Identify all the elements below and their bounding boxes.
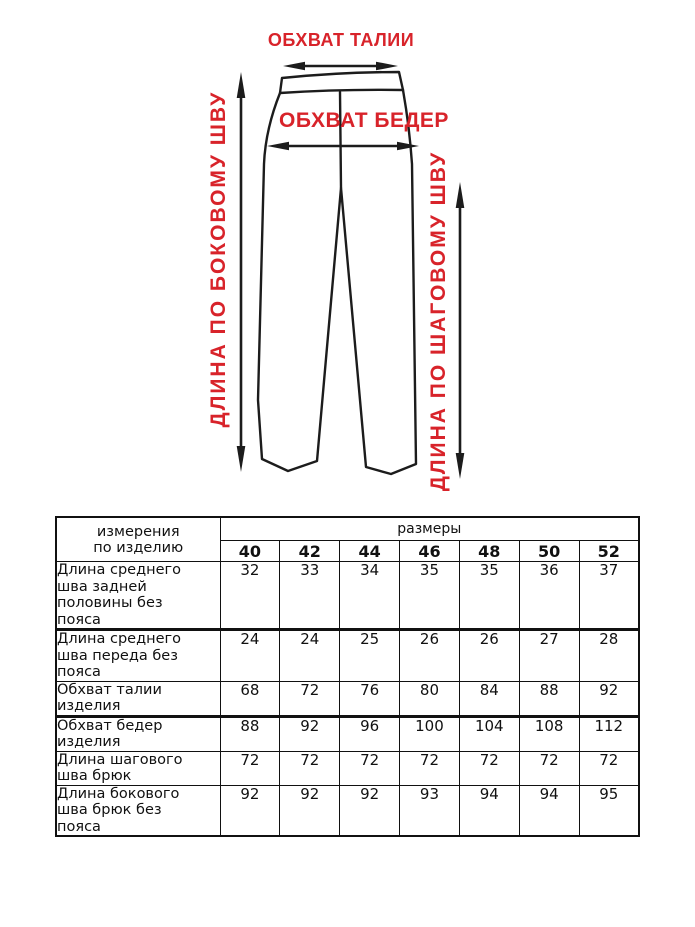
size-column-header: 40 — [220, 541, 280, 562]
measurement-value-cell: 25 — [340, 630, 400, 682]
measurement-row-label: Обхват талии изделия — [56, 681, 220, 716]
size-column-header: 48 — [459, 541, 519, 562]
measurement-value-cell: 72 — [459, 751, 519, 785]
measurement-value-cell: 94 — [459, 785, 519, 836]
measurement-row-label: Длина среднего шва задней половины без пояса — [56, 562, 220, 630]
table-row — [56, 681, 639, 716]
inseam-arrow — [456, 182, 465, 479]
measurement-row-label: Длина шагового шва брюк — [56, 751, 220, 785]
hip-measurement-label: ОБХВАТ БЕДЕР — [279, 109, 449, 132]
measurement-value-cell: 72 — [579, 751, 639, 785]
size-column-header: 42 — [280, 541, 340, 562]
measurement-value-cell: 37 — [579, 562, 639, 630]
measurement-value-cell: 36 — [519, 562, 579, 630]
measurement-value-cell: 84 — [459, 681, 519, 716]
size-column-header: 46 — [400, 541, 460, 562]
measurement-value-cell: 72 — [400, 751, 460, 785]
measurement-value-cell: 72 — [220, 751, 280, 785]
sizes-group-header: размеры — [220, 517, 639, 541]
measurement-row-label: Длина бокового шва брюк без пояса — [56, 785, 220, 836]
size-measurements-table — [55, 516, 640, 837]
measurement-value-cell: 26 — [459, 630, 519, 682]
measurement-value-cell: 33 — [280, 562, 340, 630]
measurement-value-cell: 72 — [280, 751, 340, 785]
measurement-row-label: Длина среднего шва переда без пояса — [56, 630, 220, 682]
measurement-value-cell: 35 — [400, 562, 460, 630]
measurement-value-cell: 88 — [220, 716, 280, 751]
waist-measurement-label: ОБХВАТ ТАЛИИ — [267, 30, 415, 50]
table-row — [56, 716, 639, 751]
measurement-value-cell: 92 — [280, 785, 340, 836]
measurement-row-label: Обхват бедер изделия — [56, 716, 220, 751]
measurement-value-cell: 88 — [519, 681, 579, 716]
measurement-value-cell: 96 — [340, 716, 400, 751]
measurement-value-cell: 92 — [220, 785, 280, 836]
center-front-line — [340, 92, 341, 188]
measurement-value-cell: 35 — [459, 562, 519, 630]
measurement-value-cell: 112 — [579, 716, 639, 751]
table-row — [56, 785, 639, 836]
measurement-value-cell: 108 — [519, 716, 579, 751]
measurement-value-cell: 72 — [519, 751, 579, 785]
size-column-header: 44 — [340, 541, 400, 562]
measurement-value-cell: 24 — [280, 630, 340, 682]
measurement-value-cell: 104 — [459, 716, 519, 751]
measurement-value-cell: 92 — [340, 785, 400, 836]
measurement-value-cell: 26 — [400, 630, 460, 682]
table-row — [56, 751, 639, 785]
measurement-value-cell: 72 — [340, 751, 400, 785]
table-row — [56, 562, 639, 630]
measurement-value-cell: 27 — [519, 630, 579, 682]
measurement-value-cell: 76 — [340, 681, 400, 716]
measurement-value-cell: 92 — [579, 681, 639, 716]
measurement-value-cell: 72 — [280, 681, 340, 716]
measurement-value-cell: 95 — [579, 785, 639, 836]
measurement-value-cell: 100 — [400, 716, 460, 751]
measurement-value-cell: 28 — [579, 630, 639, 682]
corner-header: измерения по изделию — [56, 517, 220, 562]
group-header-row — [56, 517, 639, 541]
waistband-outline — [280, 72, 403, 93]
hip-arrow — [267, 142, 419, 151]
measurement-value-cell: 92 — [280, 716, 340, 751]
measurement-value-cell: 94 — [519, 785, 579, 836]
table-row — [56, 630, 639, 682]
inseam-length-label: ДЛИНА ПО ШАГОВОМУ ШВУ — [427, 150, 451, 492]
size-column-header: 50 — [519, 541, 579, 562]
measurement-value-cell: 24 — [220, 630, 280, 682]
side-seam-arrow — [237, 72, 246, 472]
size-column-header: 52 — [579, 541, 639, 562]
measurement-value-cell: 32 — [220, 562, 280, 630]
measurement-value-cell: 93 — [400, 785, 460, 836]
measurement-value-cell: 80 — [400, 681, 460, 716]
measurement-value-cell: 68 — [220, 681, 280, 716]
waist-arrow — [283, 62, 398, 71]
side-seam-length-label: ДЛИНА ПО БОКОВОМУ ШВУ — [207, 90, 231, 428]
measurement-value-cell: 34 — [340, 562, 400, 630]
